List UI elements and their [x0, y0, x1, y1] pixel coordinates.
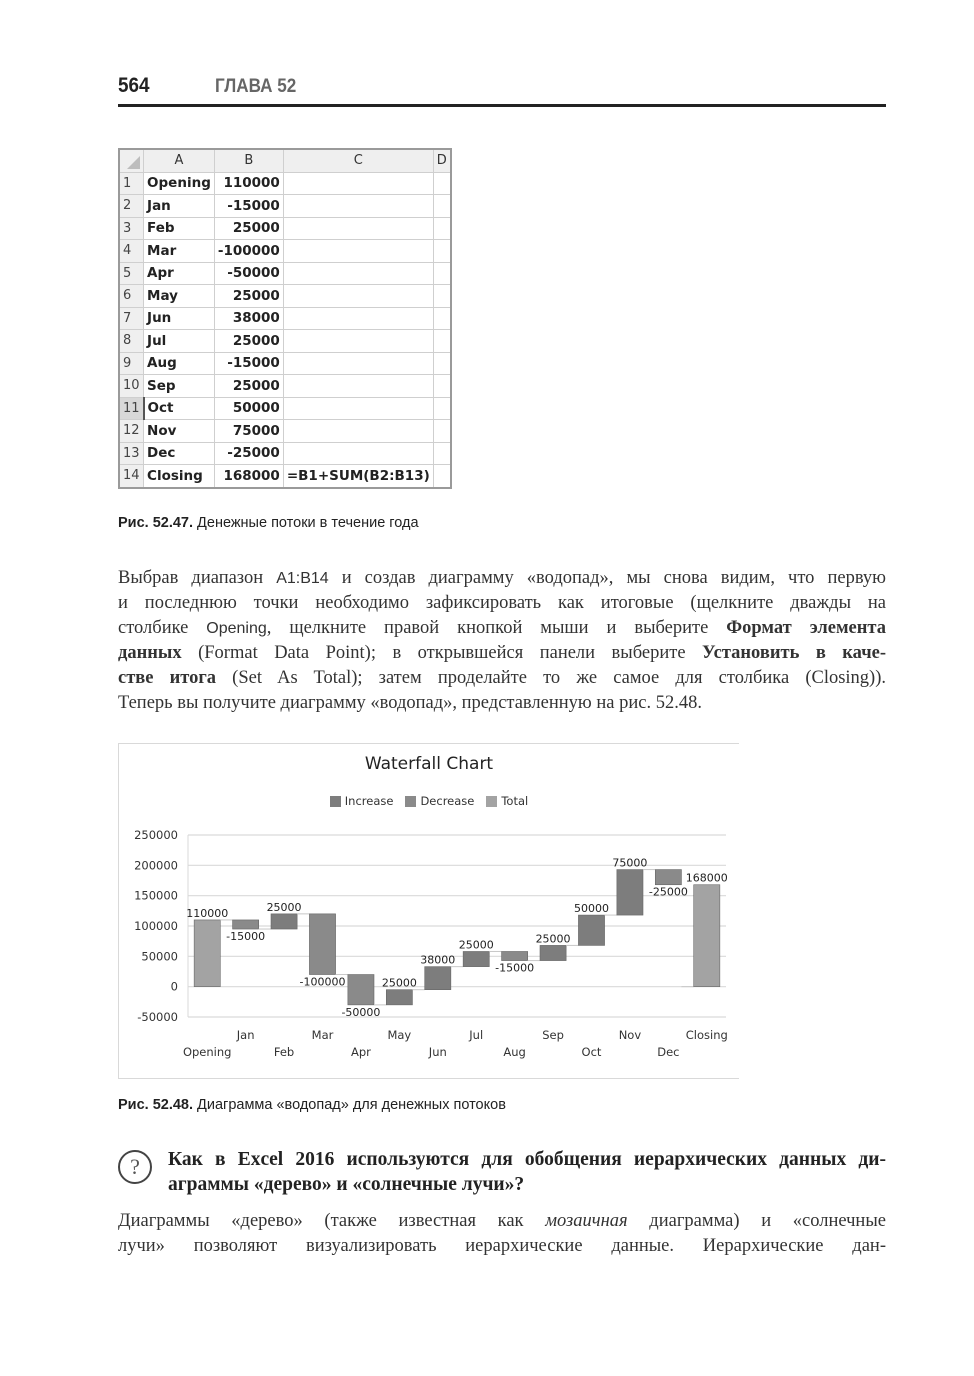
question-line: Как в Excel 2016 используются для обобщения иерархических данных ди- [168, 1149, 886, 1170]
y-tick-label: -50000 [137, 1010, 178, 1024]
cell-c[interactable] [283, 442, 433, 465]
legend-label: Increase [344, 794, 394, 808]
cell-a[interactable]: Dec [144, 442, 215, 465]
cell-c[interactable] [283, 397, 433, 420]
bold-term: Формат элемента [726, 618, 886, 638]
bar-may [386, 990, 412, 1005]
cell-a[interactable]: Nov [144, 420, 215, 443]
cell-c[interactable] [283, 195, 433, 218]
x-category-label: Jul [469, 1028, 484, 1042]
bar-mar [309, 914, 335, 975]
table-row [119, 262, 451, 285]
figure-text: Денежные потоки в течение года [193, 515, 419, 531]
sheet-body [119, 172, 451, 488]
bold-term: стве итога [118, 668, 217, 688]
text: столбике [118, 618, 207, 638]
cell-b[interactable]: 25000 [214, 375, 283, 398]
x-category-label: Dec [657, 1045, 680, 1059]
data-label: 25000 [381, 976, 417, 990]
text: Выбрав диапазон [118, 568, 277, 588]
column-header-a[interactable]: A [144, 149, 215, 172]
text: и создав диаграмму «водопад», мы снова видим, что первую [328, 568, 887, 588]
data-label: -100000 [299, 975, 346, 989]
data-label: 75000 [612, 856, 648, 870]
cell-b[interactable]: -50000 [214, 262, 283, 285]
paragraph-line: лучи» позволяют визуализировать иерархические данные. Иерархические дан- [118, 1236, 886, 1256]
bar-oct [578, 915, 604, 945]
table-row [119, 442, 451, 465]
row-number[interactable]: 10 [119, 375, 144, 398]
data-label: 50000 [574, 902, 609, 916]
cell-b[interactable]: 168000 [214, 465, 283, 488]
y-tick-label: 100000 [134, 919, 178, 933]
cell-d[interactable] [433, 195, 451, 218]
cell-c[interactable] [283, 217, 433, 240]
x-category-label: Nov [618, 1028, 642, 1042]
chart-plot [119, 744, 739, 1078]
x-category-label: Oct [581, 1045, 602, 1059]
row-number[interactable]: 13 [119, 442, 144, 465]
paragraph-line [118, 1209, 886, 1234]
cell-d[interactable] [433, 442, 451, 465]
x-category-label: Jan [236, 1028, 255, 1042]
body-paragraph-1 [118, 566, 886, 716]
data-label: 38000 [420, 953, 456, 967]
x-category-label: Apr [350, 1045, 371, 1059]
x-category-label: Feb [273, 1045, 295, 1059]
row-number[interactable]: 5 [119, 262, 144, 285]
figure-text: Диаграмма «водопад» для денежных потоков [193, 1097, 506, 1113]
paragraph-line [118, 666, 886, 691]
data-label: -50000 [341, 1005, 381, 1019]
cell-a[interactable]: Jun [144, 307, 215, 330]
code-range: A1:B14 [276, 570, 329, 587]
cell-d[interactable] [433, 240, 451, 263]
y-tick-label: 150000 [134, 888, 178, 903]
italic-term: мозаичная [545, 1211, 628, 1231]
paragraph-line: Теперь вы получите диаграмму «водопад», представленную на рис. 52.48. [118, 693, 702, 713]
bar-apr [348, 975, 374, 1005]
row-number[interactable]: 14 [119, 465, 144, 488]
row-number[interactable]: 9 [119, 352, 144, 375]
row-number[interactable]: 1 [119, 172, 144, 195]
cell-d[interactable] [433, 352, 451, 375]
row-number[interactable]: 6 [119, 285, 144, 308]
cell-c[interactable] [283, 352, 433, 375]
data-label: -15000 [226, 930, 266, 944]
cell-a[interactable]: Aug [144, 352, 215, 375]
page-number: 564 [118, 74, 150, 97]
data-label: 25000 [535, 932, 571, 946]
cell-d[interactable] [433, 307, 451, 330]
row-number[interactable]: 8 [119, 330, 144, 353]
question-icon: ? [118, 1150, 152, 1184]
bar-dec [655, 870, 681, 885]
x-category-label: Aug [503, 1045, 526, 1059]
cell-c[interactable] [283, 240, 433, 263]
bold-term: данных [118, 643, 182, 663]
cell-b[interactable]: 25000 [214, 217, 283, 240]
cell-d[interactable] [433, 217, 451, 240]
cell-b[interactable]: -100000 [214, 240, 283, 263]
cell-a[interactable]: Closing [144, 465, 215, 488]
bar-jun [425, 967, 451, 990]
cell-b[interactable]: 110000 [214, 172, 283, 195]
text: (Set As Total); затем проделайте то же самое для столбика (Closing)). [216, 668, 886, 688]
cell-d[interactable] [433, 330, 451, 353]
waterfall-chart [118, 743, 739, 1079]
table-row [119, 172, 451, 195]
row-number[interactable]: 11 [119, 397, 144, 420]
figure-caption-52-47 [118, 515, 419, 531]
cell-c[interactable] [283, 307, 433, 330]
bar-jul [463, 951, 489, 966]
question-line: аграммы «дерево» и «солнечные лучи»? [168, 1174, 525, 1195]
cell-d[interactable] [433, 397, 451, 420]
question-heading [168, 1147, 886, 1197]
paragraph-line [118, 616, 886, 641]
bar-nov [617, 870, 643, 916]
body-paragraph-2 [118, 1209, 886, 1259]
bar-jan [233, 920, 259, 929]
table-row [119, 375, 451, 398]
legend-label: Decrease [420, 794, 475, 808]
bar-sep [540, 945, 566, 960]
data-label: 25000 [458, 938, 494, 952]
data-label: 110000 [186, 906, 229, 920]
data-label: 168000 [685, 871, 728, 885]
table-row [119, 240, 451, 263]
code-opening: Opening [206, 620, 267, 637]
table-row [119, 465, 451, 488]
cell-b[interactable]: 75000 [214, 420, 283, 443]
cell-a[interactable]: Oct [144, 397, 215, 420]
table-row [119, 420, 451, 443]
row-number[interactable]: 3 [119, 217, 144, 240]
x-category-label: May [387, 1028, 412, 1042]
figure-caption-52-48 [118, 1097, 506, 1113]
bold-term: Установить в каче- [702, 643, 887, 663]
x-category-label: Closing [685, 1028, 728, 1042]
cell-c[interactable] [283, 330, 433, 353]
cell-a[interactable]: May [144, 285, 215, 308]
cell-d[interactable] [433, 172, 451, 195]
cell-b[interactable]: -25000 [214, 442, 283, 465]
row-number[interactable]: 4 [119, 240, 144, 263]
figure-label: Рис. 52.47. [118, 515, 194, 531]
table-row [119, 195, 451, 218]
text: диаграмма) и «солнечные [627, 1211, 886, 1231]
y-tick-label: 50000 [141, 949, 178, 964]
table-row [119, 352, 451, 375]
data-label: 25000 [266, 900, 302, 914]
y-tick-label: 0 [170, 979, 178, 994]
row-number[interactable]: 2 [119, 195, 144, 218]
y-tick-label: 200000 [134, 858, 178, 873]
chart-title: Waterfall Chart [364, 754, 494, 774]
running-header [118, 72, 886, 107]
bar-opening [194, 920, 220, 987]
column-header-b[interactable]: B [214, 149, 283, 172]
cell-d[interactable] [433, 420, 451, 443]
cell-b[interactable]: 38000 [214, 307, 283, 330]
cell-d[interactable] [433, 262, 451, 285]
spreadsheet [118, 148, 452, 489]
paragraph-line [118, 566, 886, 591]
bar-feb [271, 914, 297, 929]
cell-b[interactable]: 25000 [214, 285, 283, 308]
cell-c[interactable] [283, 285, 433, 308]
cell-a[interactable]: Apr [144, 262, 215, 285]
table-row [119, 397, 451, 420]
cell-a[interactable]: Sep [144, 375, 215, 398]
cell-c[interactable] [283, 375, 433, 398]
x-category-label: Mar [311, 1028, 334, 1042]
column-header-d[interactable]: D [433, 149, 451, 172]
table-row [119, 285, 451, 308]
select-all-corner[interactable] [119, 149, 144, 172]
cell-c[interactable] [283, 262, 433, 285]
figure-label: Рис. 52.48. [118, 1097, 194, 1113]
chapter-title: ГЛАВА 52 [215, 76, 297, 97]
cell-d[interactable] [433, 375, 451, 398]
cell-a[interactable]: Opening [144, 172, 215, 195]
data-label: -25000 [648, 885, 688, 899]
row-number[interactable]: 7 [119, 307, 144, 330]
bar-closing [694, 885, 720, 987]
table-row [119, 330, 451, 353]
cell-a[interactable]: Feb [144, 217, 215, 240]
cell-c[interactable] [283, 420, 433, 443]
cell-d[interactable] [433, 465, 451, 488]
paragraph-line [118, 641, 886, 666]
cell-b[interactable]: -15000 [214, 352, 283, 375]
cell-a[interactable]: Jul [144, 330, 215, 353]
legend-label: Total [501, 794, 529, 808]
x-category-label: Opening [182, 1045, 232, 1059]
y-tick-label: 250000 [134, 828, 178, 842]
text: (Format Data Point); в открывшейся панели выберите [181, 643, 703, 663]
cell-b[interactable]: 25000 [214, 330, 283, 353]
column-header-c[interactable]: C [283, 149, 433, 172]
cell-d[interactable] [433, 285, 451, 308]
cell-a[interactable]: Mar [144, 240, 215, 263]
table-row [119, 307, 451, 330]
paragraph-line: и последнюю точки необходимо зафиксировать как итоговые (щелкните дважды на [118, 593, 886, 613]
row-number[interactable]: 12 [119, 420, 144, 443]
data-label: -15000 [495, 961, 535, 975]
bar-aug [502, 951, 528, 960]
cell-b[interactable]: -15000 [214, 195, 283, 218]
cell-c[interactable] [283, 172, 433, 195]
text: , щелкните правой кнопкой мыши и выберите [266, 618, 727, 638]
table-row [119, 217, 451, 240]
cell-a[interactable]: Jan [144, 195, 215, 218]
cell-c[interactable]: =B1+SUM(B2:B13) [283, 465, 433, 488]
cell-b[interactable]: 50000 [214, 397, 283, 420]
x-category-label: Sep [542, 1028, 564, 1042]
column-header-row [119, 149, 451, 172]
x-category-label: Jun [428, 1045, 447, 1059]
text: Диаграммы «дерево» (также известная как [118, 1211, 546, 1231]
